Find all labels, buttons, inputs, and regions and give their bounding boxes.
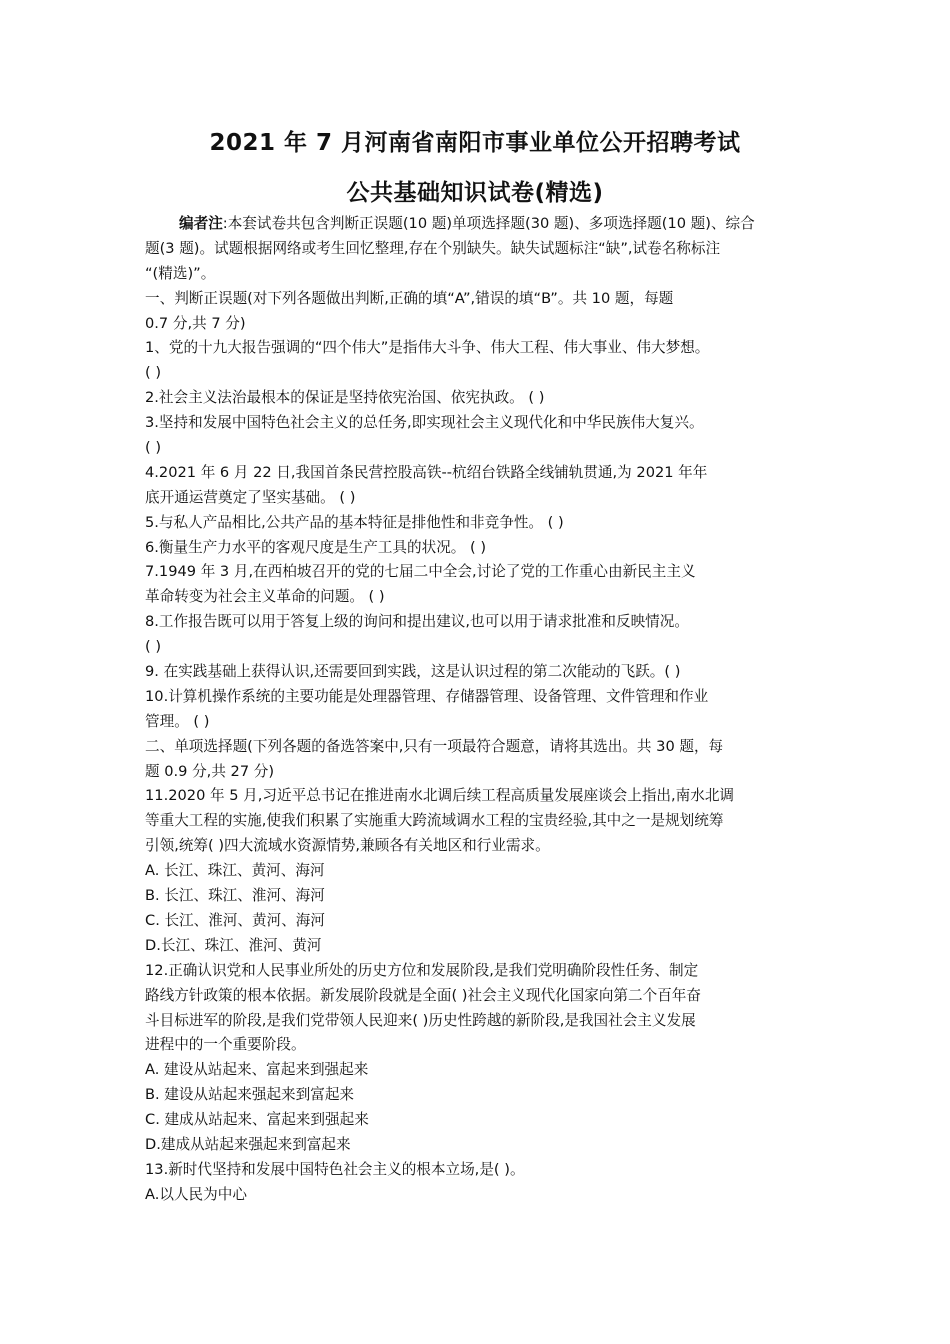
answer-option: D.长江、珠江、淮河、黄河 [145, 936, 322, 954]
question-line: 革命转变为社会主义革命的问题。 ( ) [145, 588, 385, 606]
question-line: 进程中的一个重要阶段。 [145, 1036, 306, 1054]
question-line: 等重大工程的实施,使我们积累了实施重大跨流域调水工程的宝贵经验,其中之一是规划统筹 [145, 812, 724, 830]
question-line: 5.与私人产品相比,公共产品的基本特征是排他性和非竞争性。 ( ) [145, 513, 564, 531]
answer-blank: ( ) [145, 364, 162, 382]
question-line: 1、党的十九大报告强调的“四个伟大”是指伟大斗争、伟大工程、伟大事业、伟大梦想。 [145, 339, 710, 357]
section-heading: 0.7 分,共 7 分) [145, 314, 246, 332]
question-line: 10.计算机操作系统的主要功能是处理器管理、存储器管理、设备管理、文件管理和作业 [145, 687, 709, 705]
answer-blank: ( ) [145, 638, 162, 656]
answer-option: A. 建设从站起来、富起来到强起来 [145, 1061, 369, 1079]
editor-note-line: 题(3 题)。试题根据网络或考生回忆整理,存在个别缺失。缺失试题标注“缺”,试卷名称标注 [145, 239, 721, 257]
question-line: 2.社会主义法治最根本的保证是坚持依宪治国、依宪执政。 ( ) [145, 389, 545, 407]
editor-note-line: “(精选)”。 [145, 264, 216, 282]
section-heading: 题 0.9 分,共 27 分) [145, 762, 275, 780]
answer-option: A. 长江、珠江、黄河、海河 [145, 862, 325, 880]
section-heading: 一、判断正误题(对下列各题做出判断,正确的填“A”,错误的填“B”。共 10 题，每题 [145, 289, 674, 307]
answer-option: B. 长江、珠江、淮河、海河 [145, 887, 325, 905]
question-line: 9. 在实践基础上获得认识,还需要回到实践，这是认识过程的第二次能动的飞跃。( ) [145, 663, 681, 681]
question-line: 斗目标进军的阶段,是我们党带领人民迎来( )历史性跨越的新阶段,是我国社会主义发展 [145, 1011, 696, 1029]
answer-option: C. 长江、淮河、黄河、海河 [145, 911, 326, 929]
question-line: 管理。 ( ) [145, 712, 210, 730]
question-line: 底开通运营奠定了坚实基础。 ( ) [145, 488, 356, 506]
question-line: 路线方针政策的根本依据。新发展阶段就是全面( )社会主义现代化国家向第二个百年奋 [145, 986, 701, 1004]
answer-blank: ( ) [145, 439, 162, 457]
question-line: 引领,统筹( )四大流域水资源情势,兼顾各有关地区和行业需求。 [145, 837, 550, 855]
answer-option: D.建成从站起来强起来到富起来 [145, 1135, 351, 1153]
answer-option: A.以人民为中心 [145, 1185, 247, 1203]
question-line: 6.衡量生产力水平的客观尺度是生产工具的状况。 ( ) [145, 538, 487, 556]
question-line: 8.工作报告既可以用于答复上级的询问和提出建议,也可以用于请求批准和反映情况。 [145, 613, 689, 631]
page-title: 2021 年 7 月河南省南阳市事业单位公开招聘考试 [209, 130, 741, 156]
document-body [145, 212, 815, 1208]
question-line: 3.坚持和发展中国特色社会主义的总任务,即实现社会主义现代化和中华民族伟大复兴。 [145, 414, 704, 432]
page-subtitle: 公共基础知识试卷(精选) [346, 180, 604, 206]
question-line: 4.2021 年 6 月 22 日,我国首条民营控股高铁--杭绍台铁路全线铺轨贯通,为 2021 年年 [145, 463, 708, 481]
section-heading: 二、单项选择题(下列各题的备选答案中,只有一项最符合题意，请将其选出。共 30 题，每 [145, 737, 724, 755]
answer-option: B. 建设从站起来强起来到富起来 [145, 1086, 355, 1104]
question-line: 7.1949 年 3 月,在西柏坡召开的党的七届二中全会,讨论了党的工作重心由新民主主义 [145, 563, 696, 581]
question-line: 13.新时代坚持和发展中国特色社会主义的根本立场,是( )。 [145, 1160, 525, 1178]
question-line: 12.正确认识党和人民事业所处的历史方位和发展阶段,是我们党明确阶段性任务、制定 [145, 961, 699, 979]
editor-note-line: 编者注:本套试卷共包含判断正误题(10 题)单项选择题(30 题)、多项选择题(10 题)、综合 [179, 215, 755, 232]
editor-note-label: 编者注 [179, 215, 223, 232]
question-line: 11.2020 年 5 月,习近平总书记在推进南水北调后续工程高质量发展座谈会上指出,南水北调 [145, 787, 735, 805]
answer-option: C. 建成从站起来、富起来到强起来 [145, 1111, 369, 1129]
